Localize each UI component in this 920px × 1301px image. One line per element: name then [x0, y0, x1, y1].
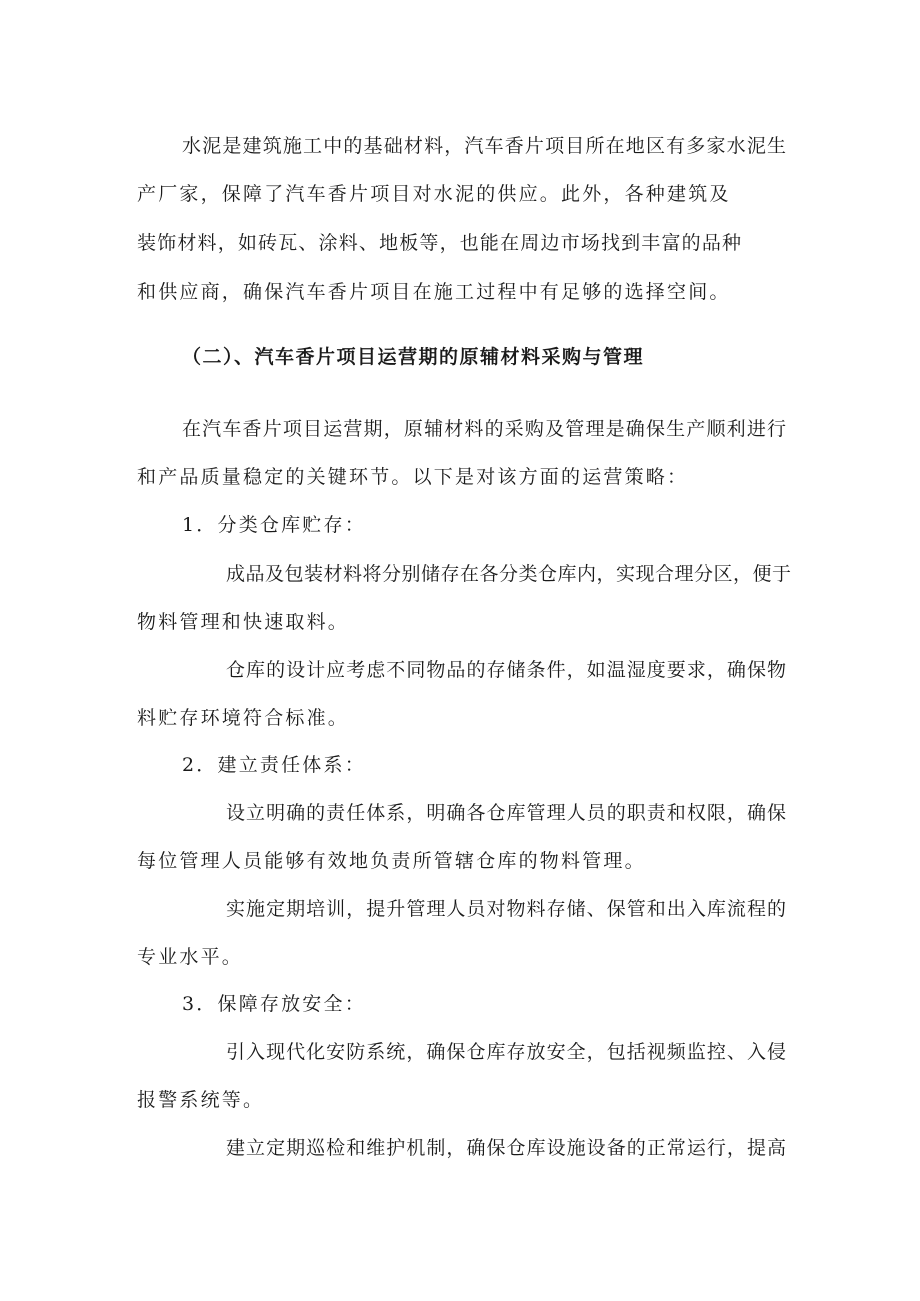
item-1-para-2-line-1: 仓库的设计应考虑不同物品的存储条件，如温湿度要求，确保物	[226, 659, 786, 681]
item-1-title: 1．分类仓库贮存：	[182, 514, 366, 536]
item-2-para-2-line-2: 专业水平。	[137, 946, 244, 968]
paragraph-cement-line-4: 和供应商，确保汽车香片项目在施工过程中有足够的选择空间。	[137, 281, 731, 303]
item-2-para-2-line-1: 实施定期培训，提升管理人员对物料存储、保管和出入库流程的	[226, 898, 786, 920]
item-3-para-2-line-1: 建立定期巡检和维护机制，确保仓库设施设备的正常运行，提高	[226, 1137, 786, 1159]
intro-line-1: 在汽车香片项目运营期，原辅材料的采购及管理是确保生产顺利进行	[182, 418, 786, 440]
item-3-para-1-line-1: 引入现代化安防系统，确保仓库存放安全，包括视频监控、入侵	[226, 1041, 786, 1063]
paragraph-cement-line-3: 装饰材料，如砖瓦、涂料、地板等，也能在周边市场找到丰富的品种	[137, 232, 741, 254]
item-2-title: 2．建立责任体系：	[182, 754, 366, 776]
item-1-para-1-line-2: 物料管理和快速取料。	[137, 611, 350, 633]
item-1-para-2-line-2: 料贮存环境符合标准。	[137, 707, 350, 729]
item-2-para-1-line-2: 每位管理人员能够有效地负责所管辖仓库的物料管理。	[137, 850, 646, 872]
paragraph-cement-line-1: 水泥是建筑施工中的基础材料，汽车香片项目所在地区有多家水泥生	[182, 135, 786, 157]
item-2-para-1-line-1: 设立明确的责任体系，明确各仓库管理人员的职责和权限，确保	[226, 802, 786, 824]
item-1-para-1-line-1: 成品及包装材料将分别储存在各分类仓库内，实现合理分区，便于	[226, 563, 791, 585]
paragraph-cement-line-2: 产厂家，保障了汽车香片项目对水泥的供应。此外，各种建筑及	[137, 183, 731, 205]
item-3-title: 3．保障存放安全：	[182, 993, 366, 1015]
intro-line-2: 和产品质量稳定的关键环节。以下是对该方面的运营策略：	[137, 466, 689, 488]
item-3-para-1-line-2: 报警系统等。	[137, 1089, 265, 1111]
section-heading: （二）、汽车香片项目运营期的原辅材料采购与管理	[182, 346, 645, 368]
